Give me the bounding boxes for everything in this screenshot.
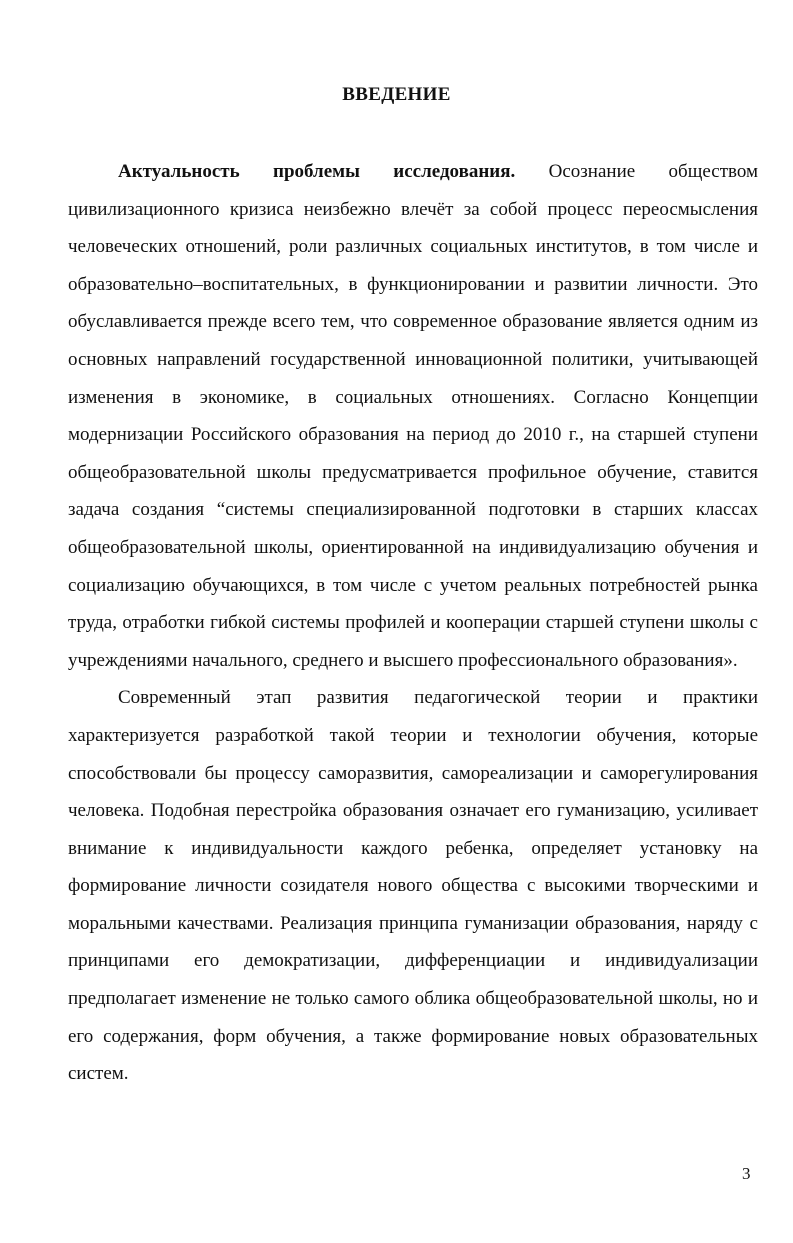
paragraph-text: Современный этап развития педагогической теории и практики характеризуется разработкой такой теории и технологии обучения, которые способствовали бы процессу саморазвития, самореализации и саморегулирования человека. Подобная перестройка образования означает его гуманизацию, усиливает внимание к индивидуальности каждого ребенка, определяет установку на формирование личности созидателя нового общества с высокими творческими и моральными качествами. Реализация принципа гуманизации образования, наряду с принципами его демократизации, дифференциации и индивидуализации предполагает изменение не только самого облика общеобразовательной школы, но и его содержания, форм обучения, а также формирование новых образовательных систем. (68, 687, 758, 1085)
paragraph-modern-stage (68, 679, 758, 1093)
paragraph-relevance (68, 153, 758, 679)
paragraph-text: Осознание обществом цивилизационного кризиса неизбежно влечёт за собой процесс переосмысления человеческих отношений, роли различных социальных институтов, в том числе и образовательно–воспитательных, в функционировании и развитии личности. Это обуславливается прежде всего тем, что современное образование является одним из основных направлений государственной инновационной политики, учитывающей изменения в экономике, в социальных отношениях. Согласно Концепции модернизации Российского образования на период до 2010 г., на старшей ступени общеобразовательной школы предусматривается профильное обучение, ставится задача создания “системы специализированной подготовки в старших классах общеобразовательной школы, ориентированной на индивидуализацию обучения и социализацию обучающихся, в том числе с учетом реальных потребностей рынка труда, отработки гибкой системы профилей и кооперации старшей ступени школы с учреждениями начального, среднего и высшего профессионального образования». (68, 161, 758, 671)
page-title: ВВЕДЕНИЕ (342, 84, 451, 105)
body-text (68, 153, 758, 1093)
paragraph-lead: Актуальность проблемы исследования. (118, 161, 516, 182)
page-number: 3 (742, 1164, 751, 1183)
